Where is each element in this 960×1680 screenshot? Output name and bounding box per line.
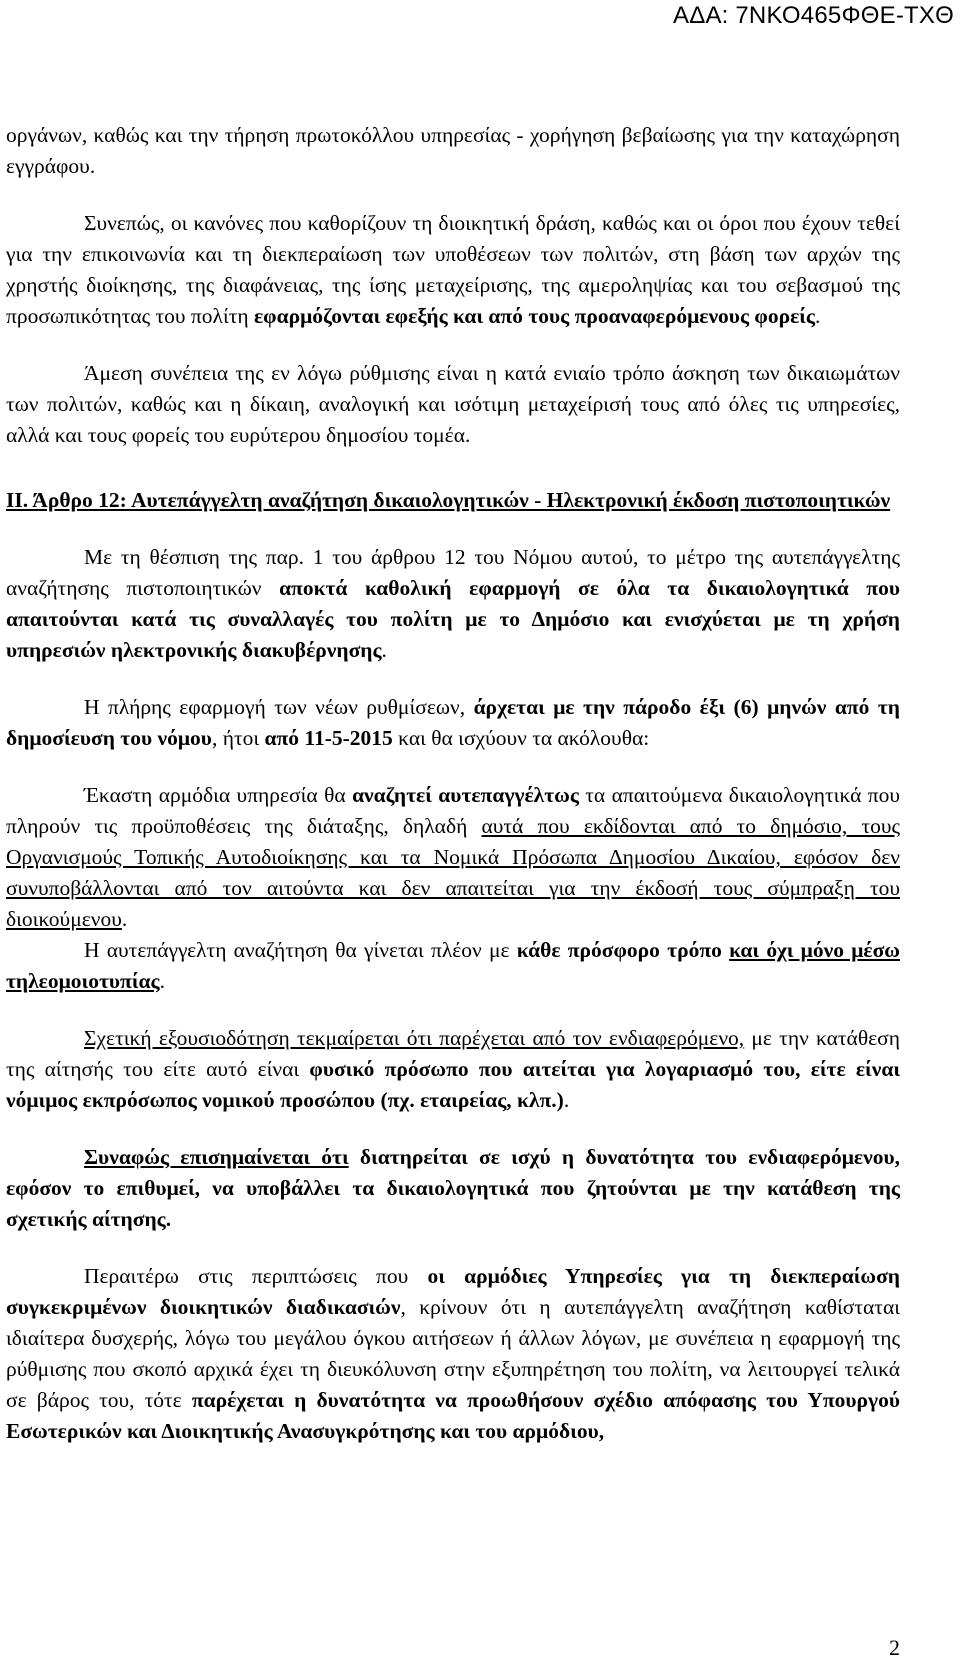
section-heading: ΙΙ. Άρθρο 12: Αυτεπάγγελτη αναζήτηση δικαιολογητικών - Ηλεκτρονική έκδοση πιστοποιητικών bbox=[6, 488, 891, 512]
bold-text: οι αρμόδιες Υπηρεσίες για τη διεκπεραίωση συγκεκριμένων διοικητικών διαδικασιών bbox=[6, 1264, 900, 1319]
ada-code: ΑΔΑ: 7ΝΚΟ465ΦΘΕ-ΤΧΘ bbox=[673, 2, 954, 29]
paragraph-further bbox=[6, 1261, 900, 1447]
paragraph-rules bbox=[6, 208, 900, 332]
underlined-text: Σχετική εξουσιοδότηση τεκμαίρεται ότι παρέχεται από τον ενδιαφερόμενο, bbox=[84, 1026, 745, 1050]
document-body bbox=[6, 120, 900, 1447]
text: , κρίνουν ότι η αυτεπάγγελτη αναζήτηση καθίσταται ιδιαίτερα δυσχερής, λόγω του μεγάλου όγκου αιτήσεων ή άλλων λόγων, με συνέπεια η εφαρμογή της ρύθμισης που σκοπό αρχικά έχει τη διευκόλυνση στην εξυπηρέτηση του πολίτη, να λειτουργεί τελικά σε βάρος του, τότε bbox=[6, 1295, 900, 1412]
bold-text: αναζητεί αυτεπαγγέλτως bbox=[352, 783, 579, 807]
text: Η αυτεπάγγελτη αναζήτηση θα γίνεται πλέον με bbox=[84, 938, 517, 962]
text: . bbox=[121, 907, 128, 931]
text: Συνεπώς, οι κανόνες που καθορίζουν τη διοικητική δράση, καθώς και οι όροι που έχουν τεθεί για την επικοινωνία και τη διεκπεραίωση των υποθέσεων των πολιτών, στη βάση των αρχών της χρηστής διοίκησης, της διαφάνειας, της ίσης μεταχείρισης, της αμεροληψίας και του σεβασμού της προσωπικότητας του πολίτη bbox=[6, 211, 900, 328]
text: τα απαιτούμενα δικαιολογητικά που πληρούν τις προϋποθέσεις της διάταξης, δηλαδή bbox=[6, 783, 900, 838]
text: Έκαστη αρμόδια υπηρεσία θα bbox=[84, 783, 353, 807]
text: Με τη θέσπιση της παρ. 1 του άρθρου 12 του Νόμου αυτού, το μέτρο της αυτεπάγγελτης αναζήτησης πιστοποιητικών bbox=[6, 545, 900, 600]
paragraph-article-12 bbox=[6, 542, 900, 666]
paragraph-continuation bbox=[6, 120, 900, 182]
underlined-text: αυτά που εκδίδονται από το δημόσιο, τους Οργανισμούς Τοπικής Αυτοδιοίκησης και τα Νομικά Πρόσωπα Δημοσίου Δικαίου, εφόσον δεν συνυποβάλλονται από τον αιτούντα και δεν απαιτείται για την έκδοσή τους σύμπραξη του διοικούμενου bbox=[6, 814, 900, 931]
bold-text: άρχεται με την πάροδο έξι (6) μηνών από τη δημοσίευση του νόμου bbox=[6, 695, 900, 750]
underlined-text: Συναφώς επισημαίνεται ότι bbox=[84, 1145, 349, 1169]
bold-text: παρέχεται η δυνατότητα να προωθήσουν σχέδιο απόφασης του Υπουργού Εσωτερικών και Διοικητικής Ανασυγκρότησης και του αρμόδιου, bbox=[6, 1388, 900, 1443]
paragraph-note bbox=[6, 1142, 900, 1235]
page-number: 2 bbox=[889, 1635, 900, 1660]
paragraph-any-means bbox=[6, 935, 900, 997]
text: Η πλήρης εφαρμογή των νέων ρυθμίσεων, bbox=[84, 695, 474, 719]
text: οργάνων, καθώς και την τήρηση πρωτοκόλλου υπηρεσίας - χορήγηση βεβαίωσης για την καταχώρηση εγγράφου. bbox=[6, 123, 900, 178]
bold-text: φυσικό πρόσωπο που αιτείται για λογαριασμό του, είτε είναι νόμιμος εκπρόσωπος νομικού προσώπου (πχ. εταιρείας, κλπ.) bbox=[6, 1057, 900, 1112]
text: . bbox=[159, 969, 165, 993]
text: . bbox=[815, 304, 821, 328]
bold-text: κάθε πρόσφορο τρόπο bbox=[516, 938, 730, 962]
paragraph-each-service bbox=[6, 780, 900, 935]
paragraph-consequence bbox=[6, 358, 900, 451]
paragraph-authorization bbox=[6, 1023, 900, 1116]
text: . bbox=[563, 1088, 570, 1112]
text: . bbox=[381, 638, 387, 662]
text: Περαιτέρω στις περιπτώσεις που bbox=[84, 1264, 428, 1288]
bold-text: αποκτά καθολική εφαρμογή σε όλα τα δικαιολογητικά που απαιτούνται κατά τις συναλλαγές του πολίτη με το Δημόσιο και ενισχύεται με τη χρήση υπηρεσιών ηλεκτρονικής διακυβέρνησης bbox=[6, 576, 900, 662]
text: και θα ισχύουν τα ακόλουθα: bbox=[392, 726, 650, 750]
bold-date: από 11-5-2015 bbox=[264, 726, 393, 750]
bold-underlined-text bbox=[84, 1145, 349, 1169]
text: με την κατάθεση της αίτησής του είτε αυτό είναι bbox=[6, 1026, 900, 1081]
text: Άμεση συνέπεια της εν λόγω ρύθμισης είναι η κατά ενιαίο τρόπο άσκηση των δικαιωμάτων των πολιτών, καθώς και η δίκαιη, αναλογική και ισότιμη μεταχείρισή τους από όλες τις υπηρεσίες, αλλά και τους φορείς του ευρύτερου δημοσίου τομέα. bbox=[6, 361, 900, 447]
underlined-text: και όχι μόνο μέσω τηλεομοιοτυπίας bbox=[6, 938, 900, 993]
bold-text: διατηρείται σε ισχύ η δυνατότητα του ενδιαφερόμενου, εφόσον το επιθυμεί, να υποβάλλει τα δικαιολογητικά που ζητούνται με την κατάθεση της σχετικής αίτησης. bbox=[6, 1145, 901, 1231]
text: , ήτοι bbox=[211, 726, 265, 750]
bold-text: εφαρμόζονται εφεξής και από τους προαναφερόμενους φορείς bbox=[254, 304, 816, 328]
paragraph-application bbox=[6, 692, 900, 754]
